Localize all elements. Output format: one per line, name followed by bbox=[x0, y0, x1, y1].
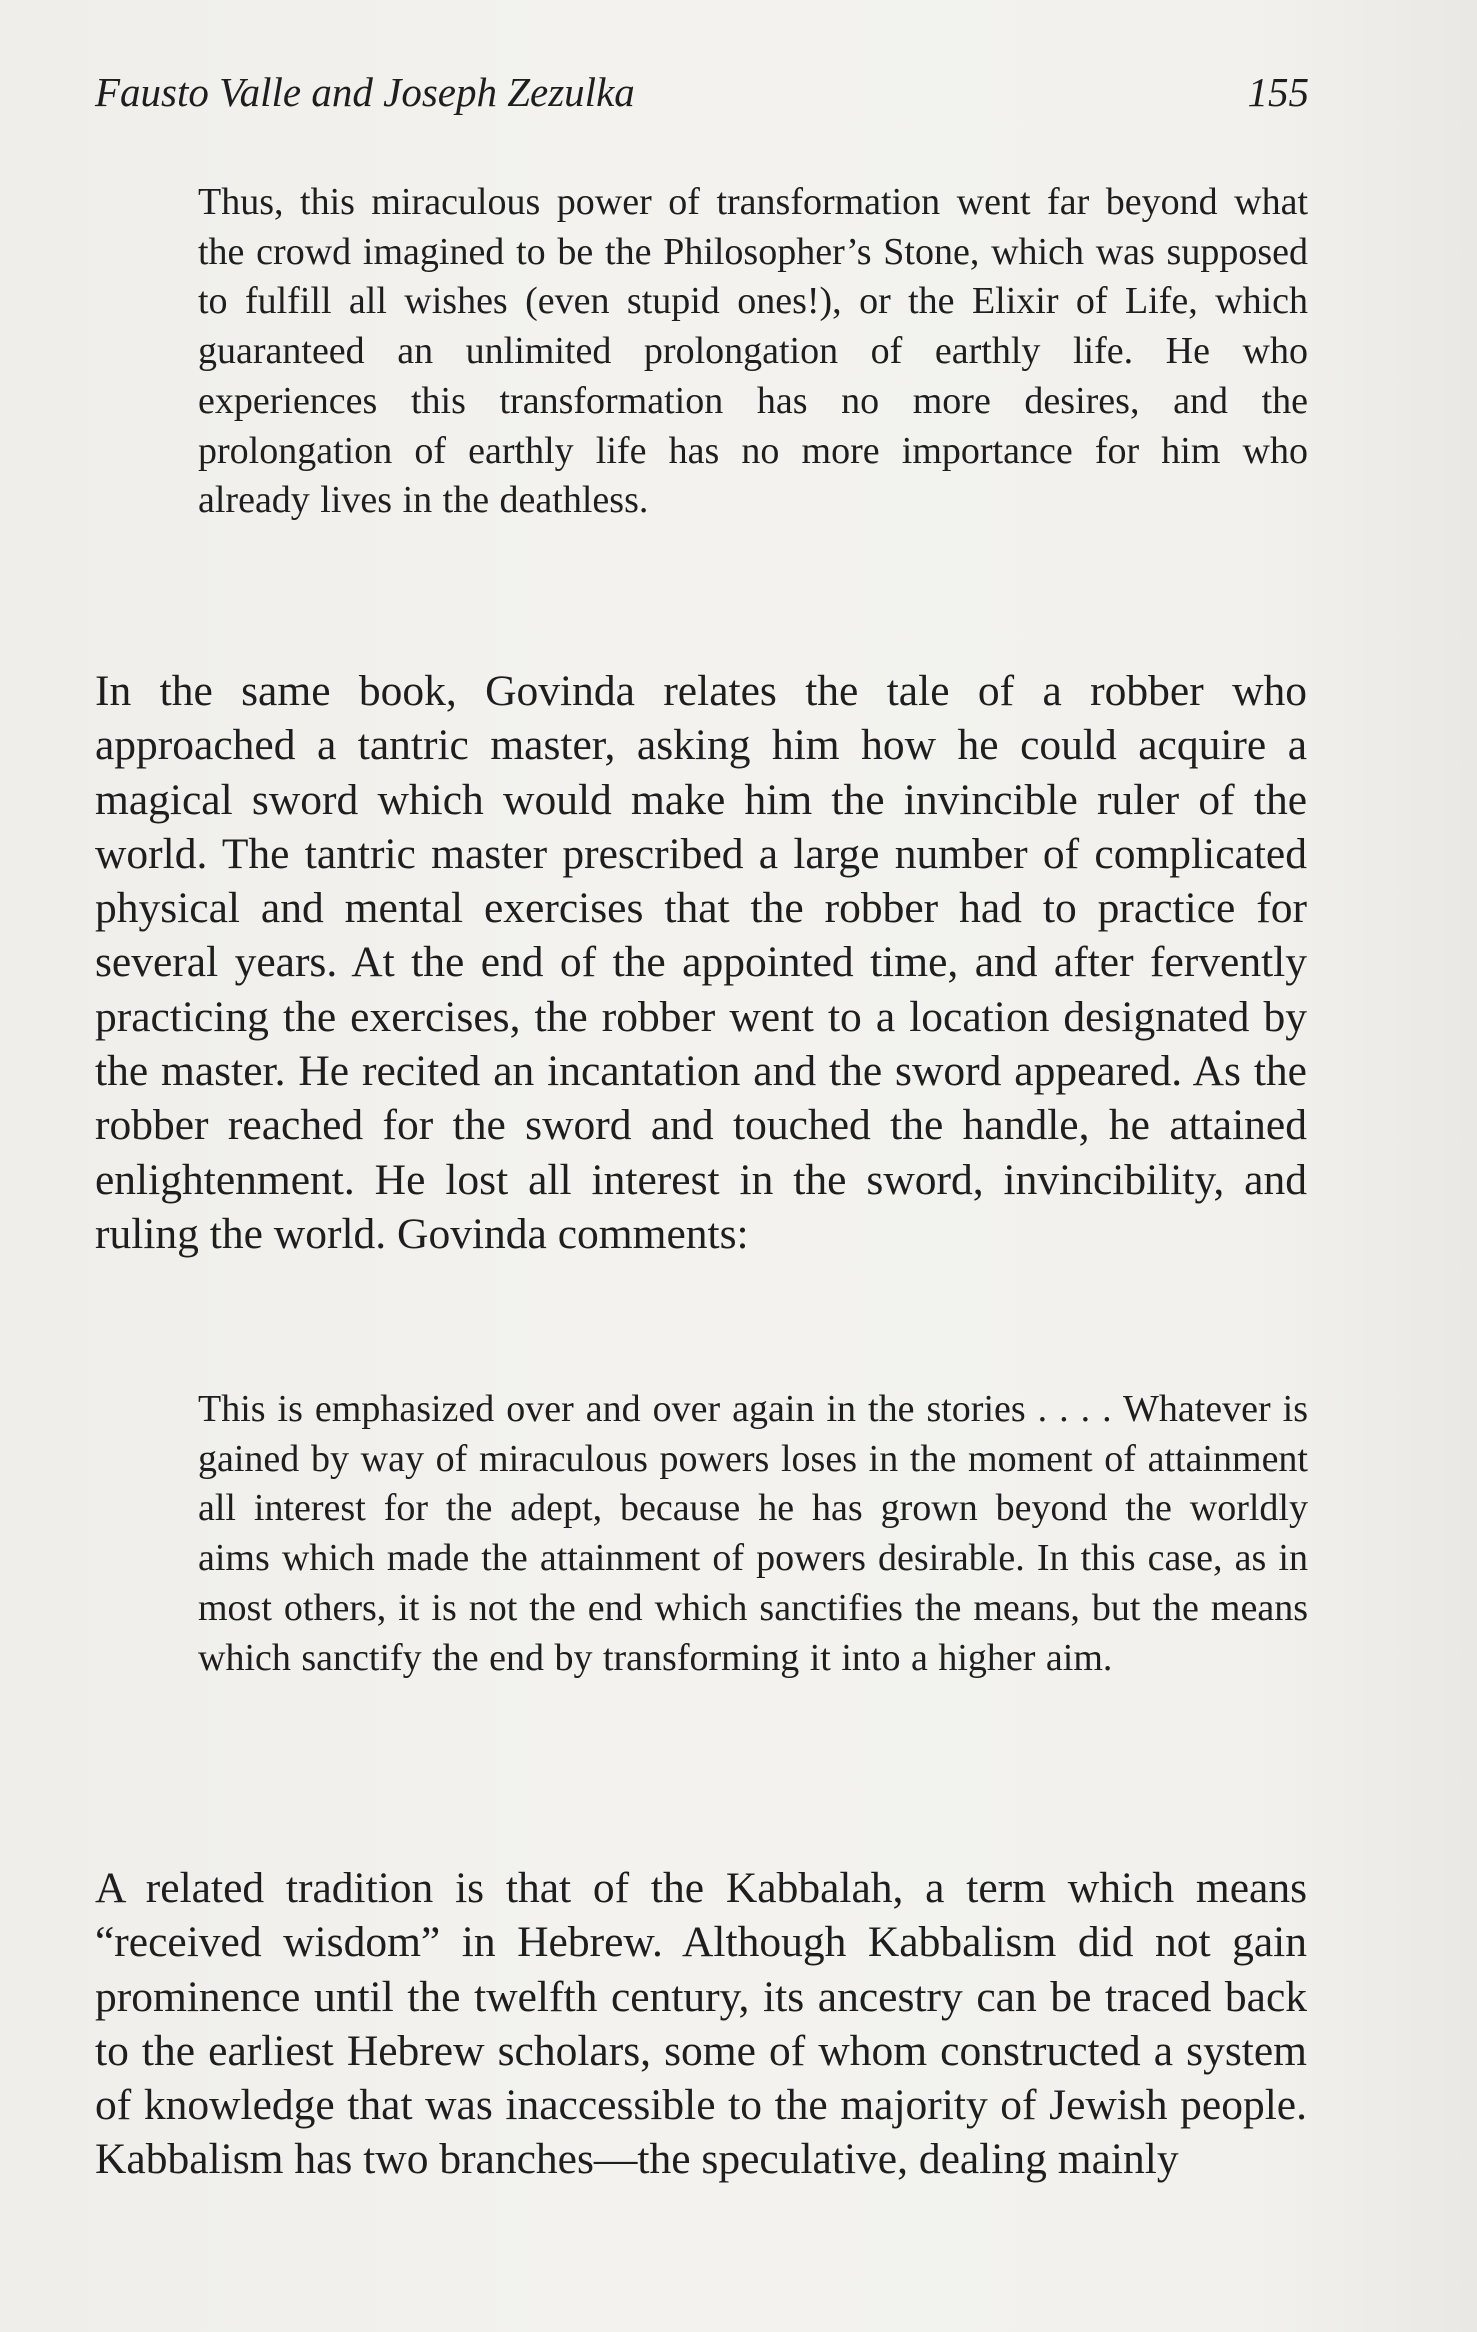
page-number: 155 bbox=[1247, 69, 1309, 115]
running-head bbox=[95, 62, 1309, 122]
running-head-authors: Fausto Valle and Joseph Zezulka bbox=[95, 69, 635, 115]
block-quote-transformation: Thus, this miraculous power of transformation went far beyond what the crowd imagined to be the Philosopher’s Stone, which was supposed to fulfill all wishes (even stupid ones!), or the Elixir of Life, which guaranteed an unlimited prolongation of earthly life. He who experiences this transformation has no more desires, and the prolongation of earthly life has no more importance for him who already lives in the deathless. bbox=[198, 181, 1308, 522]
paragraph-robber-tale: In the same book, Govinda relates the tale of a robber who approached a tantric master, asking him how he could acquire a magical sword which would make him the invincible ruler of the world. The tantric master prescribed a large number of complicated physical and mental exercises that the robber had to practice for several years. At the end of the appointed time, and after fervently practicing the exercises, the robber went to a location designated by the master. He recited an incantation and the sword appeared. As the robber reached for the sword and touched the handle, he attained enlightenment. He lost all interest in the sword, invincibility, and ruling the world. Govinda comments: bbox=[95, 667, 1307, 1258]
paragraph-kabbalah: A related tradition is that of the Kabbalah, a term which means “received wisdom” in Hebrew. Although Kabbalism did not gain prominence until the twelfth century, its ancestry can be traced back to the earliest Hebrew scholars, some of whom constructed a system of knowledge that was inaccessible to the majority of Jewish people. Kabbalism has two branches—the speculative, dealing mainly bbox=[95, 1864, 1307, 2184]
block-quote-govinda-comment: This is emphasized over and over again in the stories . . . . Whatever is gained by way of miraculous powers loses in the moment of attainment all interest for the adept, because he has grown beyond the worldly aims which made the attainment of powers desirable. In this case, as in most others, it is not the end which sanctifies the means, but the means which sanctify the end by transforming it into a higher aim. bbox=[198, 1388, 1308, 1679]
